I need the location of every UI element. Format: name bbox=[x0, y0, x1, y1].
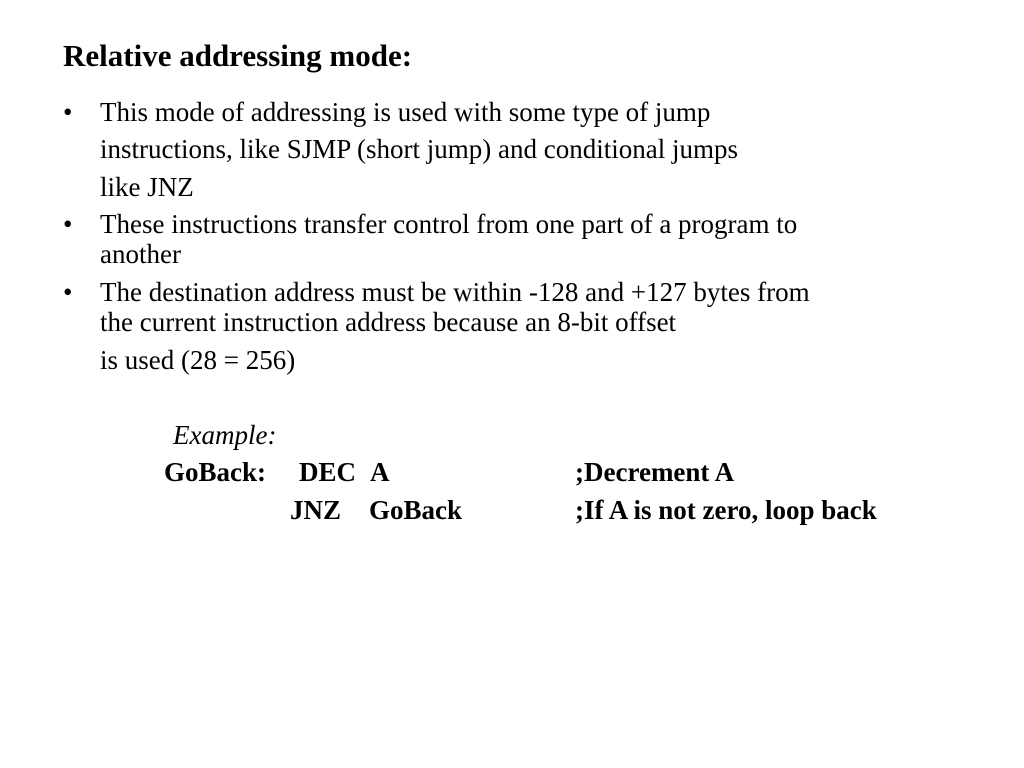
code-op: DEC bbox=[299, 457, 357, 487]
example-label: Example: bbox=[173, 420, 277, 450]
bullet-line: These instructions transfer control from one part of a program to bbox=[100, 209, 798, 239]
bullet-icon: • bbox=[63, 97, 73, 127]
bullet-line: This mode of addressing is used with some type of jump bbox=[100, 97, 711, 127]
bullet-icon: • bbox=[63, 277, 73, 307]
code-op: JNZ bbox=[290, 495, 342, 525]
bullet-line: another bbox=[100, 239, 181, 269]
code-label: GoBack: bbox=[164, 457, 267, 487]
bullet-icon: • bbox=[63, 209, 73, 239]
bullet-line: like JNZ bbox=[100, 172, 194, 202]
bullet-line: The destination address must be within -128 and +127 bytes from bbox=[100, 277, 810, 307]
bullet-line: instructions, like SJMP (short jump) and conditional jumps bbox=[100, 134, 738, 164]
bullet-line: the current instruction address because an 8-bit offset bbox=[100, 307, 677, 337]
code-arg: A bbox=[370, 457, 390, 487]
slide-title: Relative addressing mode: bbox=[63, 38, 413, 73]
code-arg: GoBack bbox=[369, 495, 463, 525]
code-comment: ;If A is not zero, loop back bbox=[575, 495, 877, 525]
code-comment: ;Decrement A bbox=[575, 457, 735, 487]
bullet-line: is used (28 = 256) bbox=[100, 345, 296, 375]
